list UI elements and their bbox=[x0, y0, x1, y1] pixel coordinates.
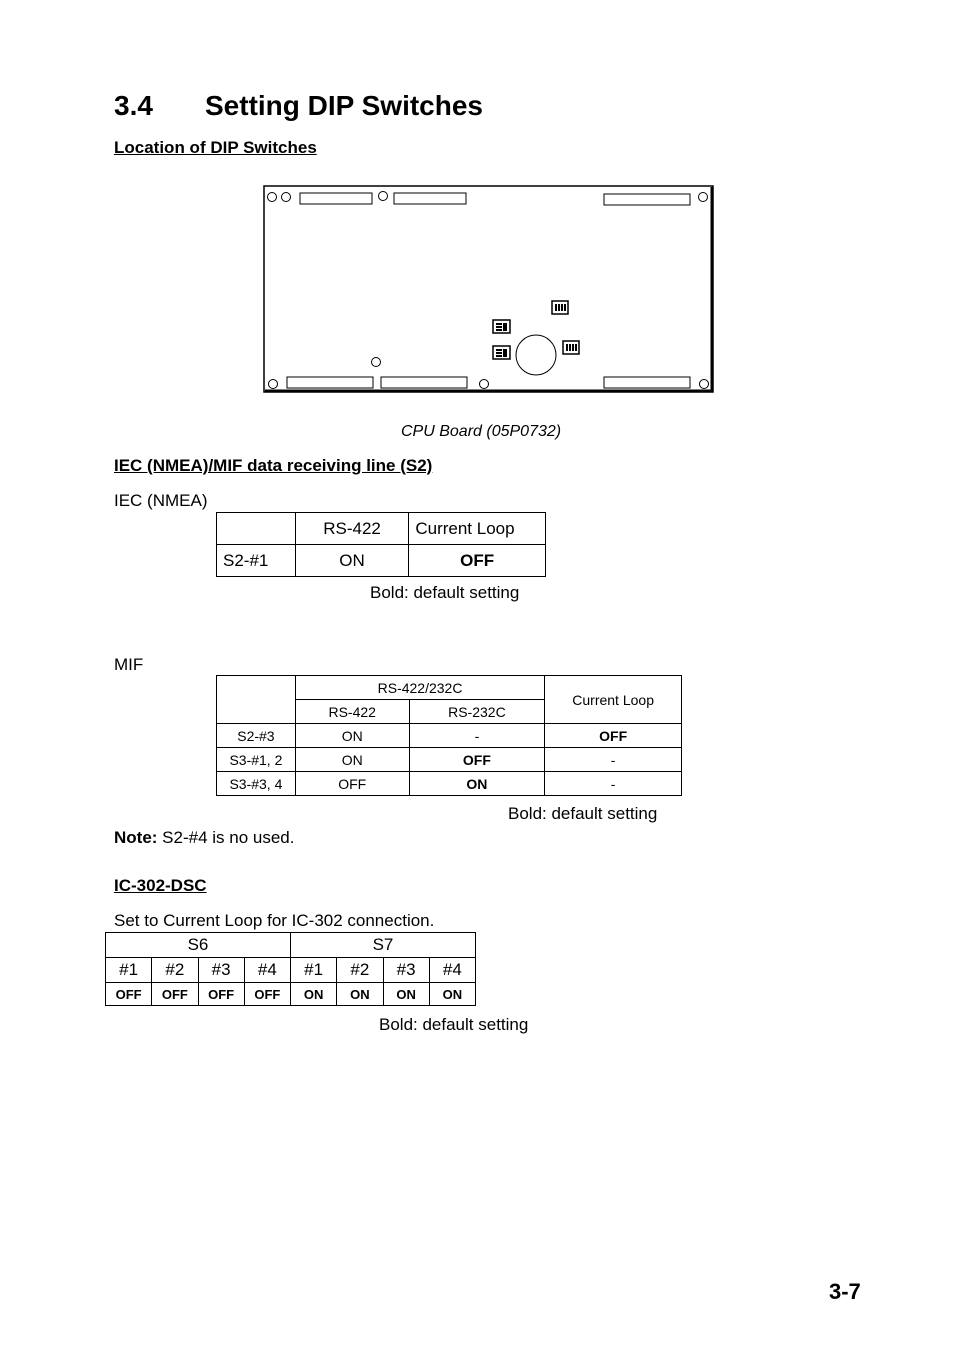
table-cell: ON bbox=[295, 545, 409, 577]
table-cell: - bbox=[409, 724, 545, 748]
board-caption: CPU Board (05P0732) bbox=[401, 423, 562, 440]
switch-value: ON bbox=[291, 983, 337, 1006]
dsc-instruction: Set to Current Loop for IC-302 connection. bbox=[114, 911, 435, 930]
footnote bbox=[114, 828, 294, 848]
table-cell-default: OFF bbox=[545, 724, 682, 748]
switch-value-row bbox=[106, 983, 476, 1006]
connector bbox=[300, 193, 372, 204]
dip-switch-s6 bbox=[552, 301, 568, 314]
col-header-current-loop: Current Loop bbox=[409, 513, 546, 545]
board-outline bbox=[264, 186, 713, 392]
section-number: 3.4 bbox=[114, 90, 153, 121]
switch-number: #4 bbox=[429, 958, 475, 983]
mif-default-note: Bold: default setting bbox=[508, 804, 658, 823]
nmea-table bbox=[216, 512, 546, 577]
row-label: S3-#1, 2 bbox=[217, 748, 296, 772]
switch-value: OFF bbox=[152, 983, 198, 1006]
section-title-text: Setting DIP Switches bbox=[205, 90, 483, 121]
switch-value: OFF bbox=[106, 983, 152, 1006]
table-cell: ON bbox=[295, 724, 409, 748]
switch-value: ON bbox=[337, 983, 383, 1006]
row-label: S2-#3 bbox=[217, 724, 296, 748]
connector bbox=[604, 377, 690, 388]
connector bbox=[287, 377, 373, 388]
connector bbox=[381, 377, 467, 388]
table-cell-default: ON bbox=[409, 772, 545, 796]
connector bbox=[394, 193, 466, 204]
dip-switch-s3 bbox=[493, 346, 510, 359]
switch-value: ON bbox=[429, 983, 475, 1006]
mif-table bbox=[216, 675, 682, 796]
dip-switch-s2 bbox=[493, 320, 510, 333]
table-row bbox=[217, 724, 682, 748]
table-cell-empty bbox=[217, 676, 296, 724]
table-cell: - bbox=[545, 748, 682, 772]
table-cell: ON bbox=[295, 748, 409, 772]
footnote-label: Note: bbox=[114, 828, 158, 847]
switch-value: ON bbox=[383, 983, 429, 1006]
col-header-rs422: RS-422 bbox=[295, 513, 409, 545]
dsc-heading: IC-302-DSC bbox=[114, 876, 207, 895]
switch-value: OFF bbox=[198, 983, 244, 1006]
page-number: 3-7 bbox=[829, 1279, 861, 1304]
switch-value: OFF bbox=[244, 983, 290, 1006]
switch-number-row bbox=[106, 958, 476, 983]
table-row bbox=[217, 772, 682, 796]
col-header-rs422: RS-422 bbox=[295, 700, 409, 724]
iec-heading: IEC (NMEA)/MIF data receiving line (S2) bbox=[114, 456, 433, 475]
dsc-default-note: Bold: default setting bbox=[379, 1015, 529, 1034]
table-row bbox=[217, 545, 546, 577]
location-heading: Location of DIP Switches bbox=[114, 138, 317, 157]
dip-switch-s7 bbox=[563, 341, 579, 354]
col-header-s6: S6 bbox=[106, 933, 291, 958]
switch-number: #3 bbox=[383, 958, 429, 983]
switch-number: #4 bbox=[244, 958, 290, 983]
dsc-switch-table bbox=[105, 932, 476, 1006]
row-label: S3-#3, 4 bbox=[217, 772, 296, 796]
table-cell-empty bbox=[217, 513, 296, 545]
switch-number: #1 bbox=[106, 958, 152, 983]
connector bbox=[604, 194, 690, 205]
table-row bbox=[217, 748, 682, 772]
col-header-current-loop: Current Loop bbox=[545, 676, 682, 724]
col-group-header: RS-422/232C bbox=[295, 676, 544, 700]
table-header-row bbox=[217, 513, 546, 545]
mif-label: MIF bbox=[114, 655, 144, 674]
cpu-board-diagram bbox=[263, 185, 715, 393]
footnote-text: S2-#4 is no used. bbox=[157, 828, 295, 847]
row-label: S2-#1 bbox=[217, 545, 296, 577]
section-title bbox=[114, 90, 483, 122]
table-header-row bbox=[217, 676, 682, 700]
table-cell-default: OFF bbox=[409, 545, 546, 577]
nmea-default-note: Bold: default setting bbox=[370, 583, 520, 602]
col-header-s7: S7 bbox=[291, 933, 476, 958]
nmea-label: IEC (NMEA) bbox=[114, 491, 208, 510]
switch-number: #1 bbox=[291, 958, 337, 983]
table-cell-default: OFF bbox=[409, 748, 545, 772]
switch-number: #2 bbox=[152, 958, 198, 983]
switch-number: #3 bbox=[198, 958, 244, 983]
switch-number: #2 bbox=[337, 958, 383, 983]
round-component bbox=[516, 335, 556, 375]
table-cell: OFF bbox=[295, 772, 409, 796]
table-cell: - bbox=[545, 772, 682, 796]
table-header-row bbox=[106, 933, 476, 958]
col-header-rs232c: RS-232C bbox=[409, 700, 545, 724]
